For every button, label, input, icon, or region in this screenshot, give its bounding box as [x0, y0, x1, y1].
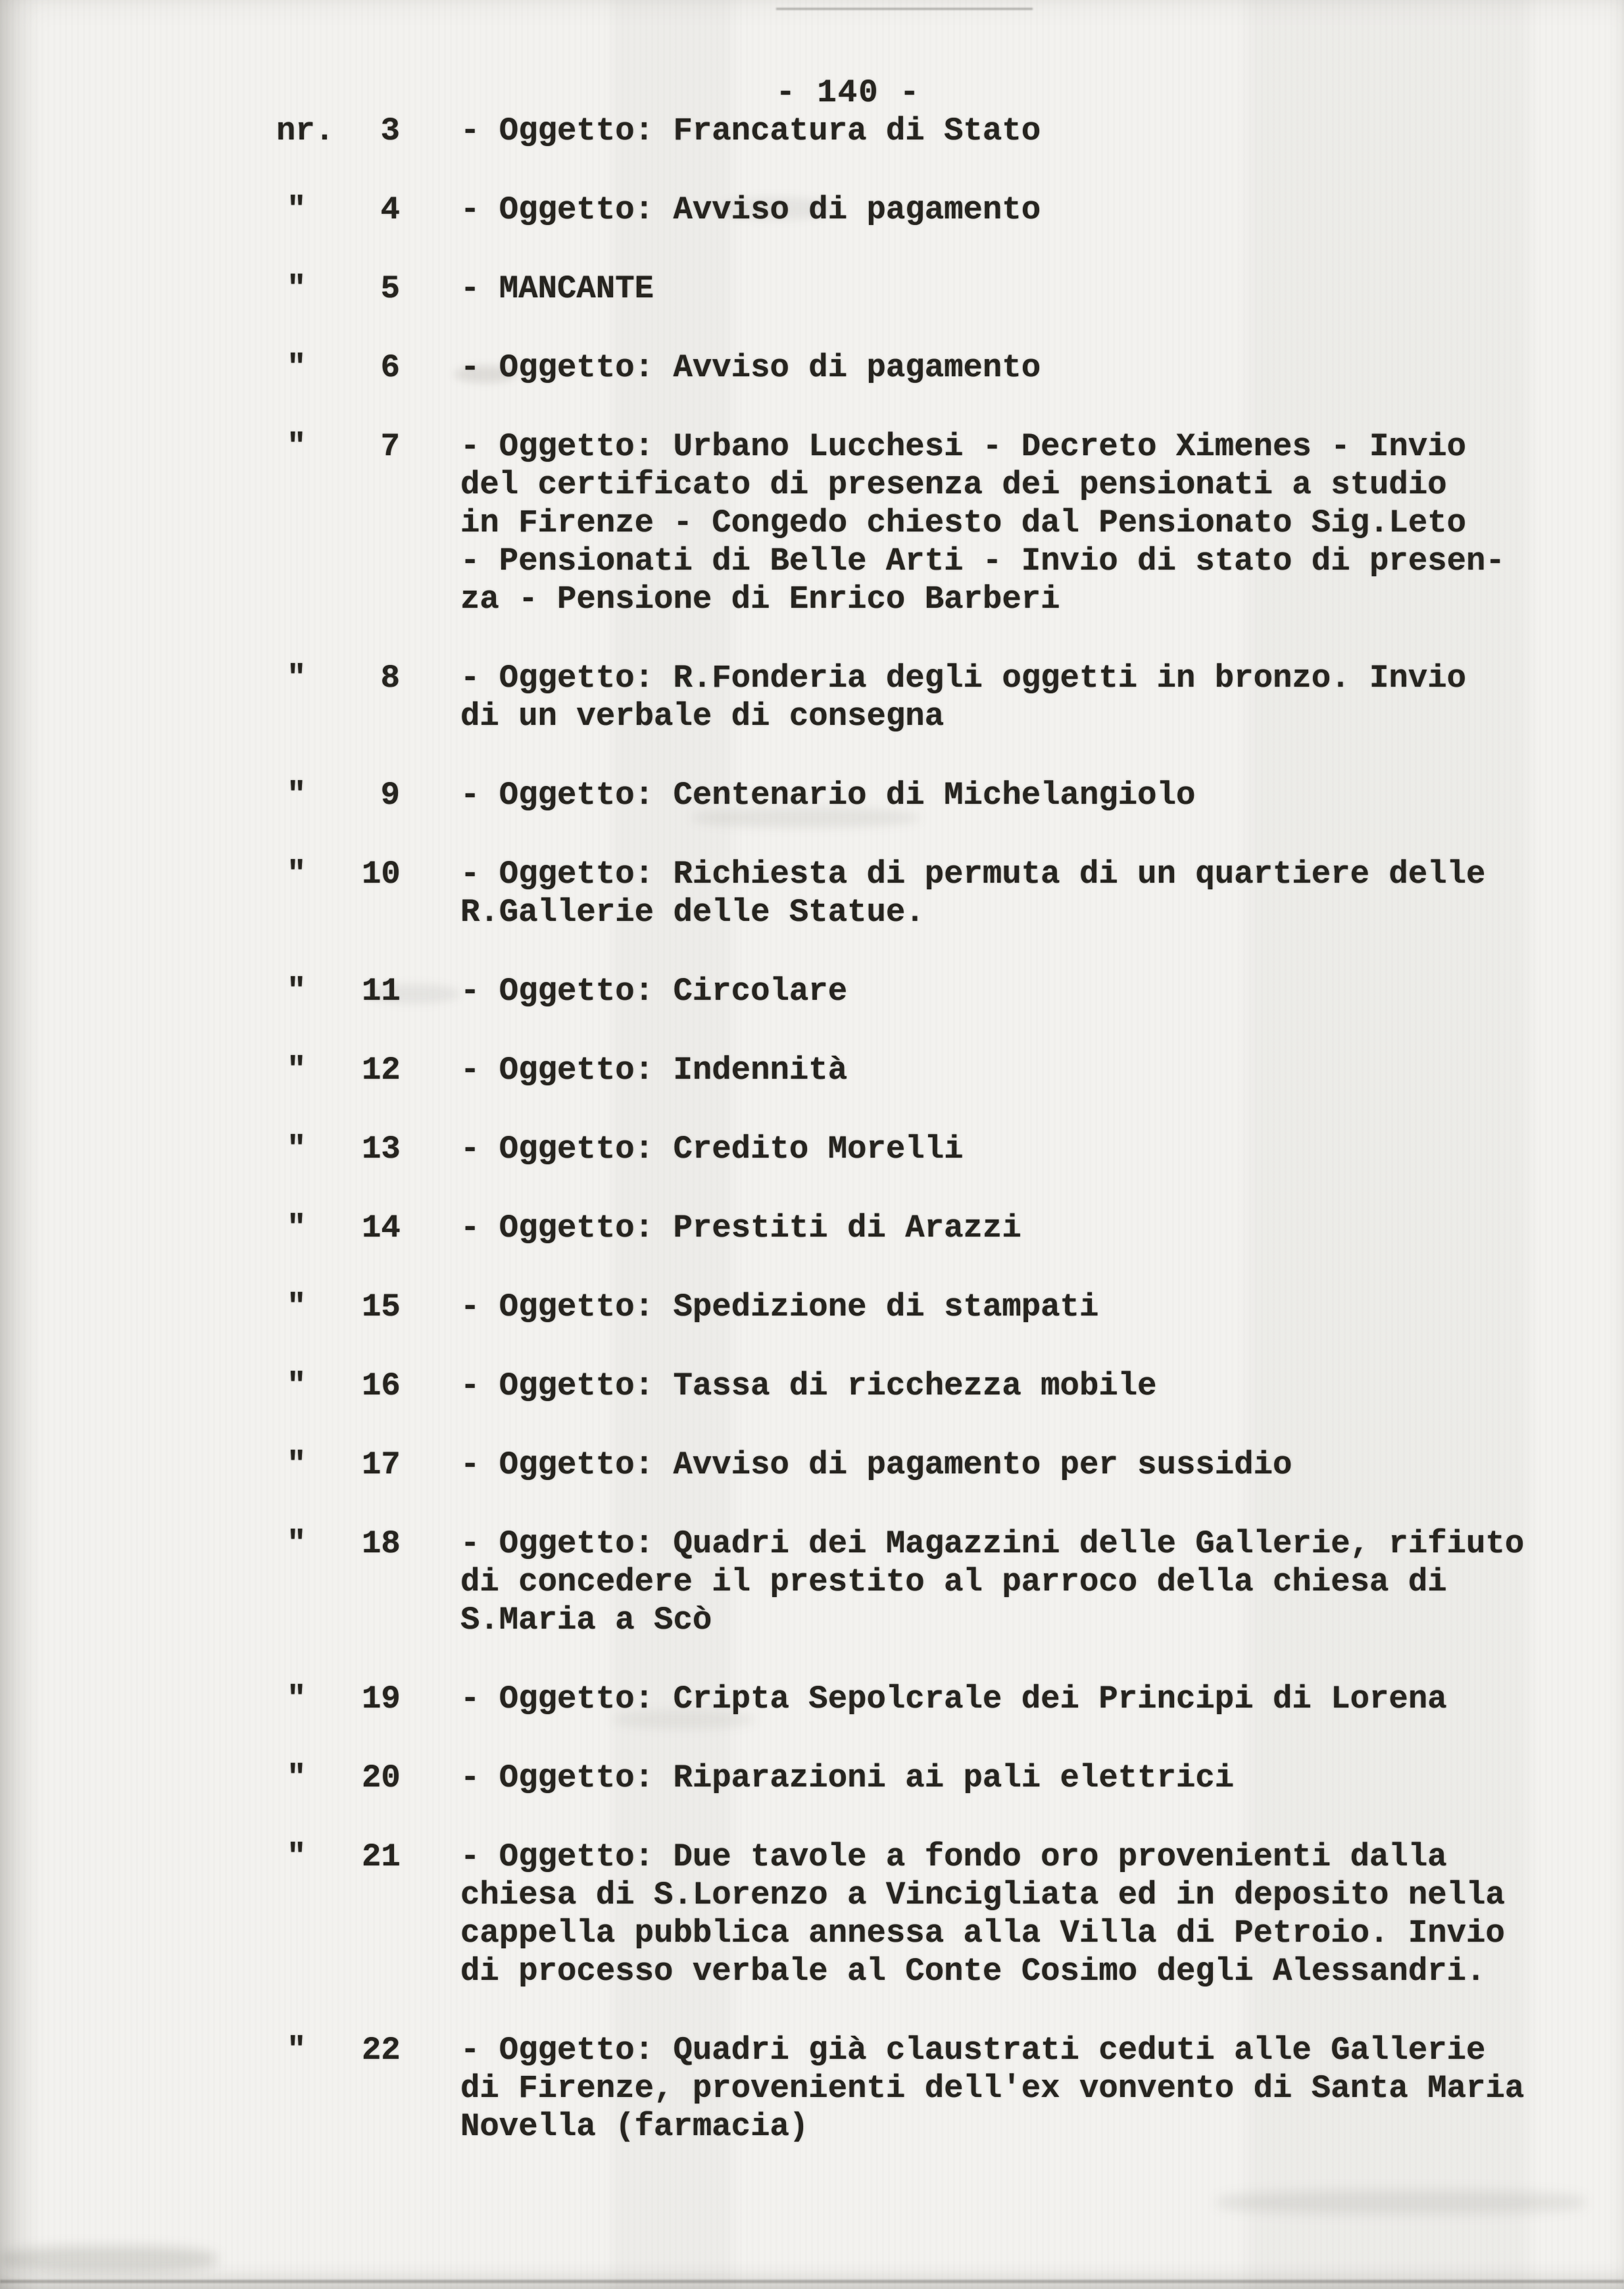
entry-text: [460, 1446, 1292, 1484]
entry-number: 20: [362, 1760, 401, 1796]
entry-text: [460, 1525, 1524, 1639]
entry-number: 5: [380, 270, 400, 307]
entry-line: - Oggetto: Tassa di ricchezza mobile: [460, 1367, 1157, 1404]
entry-text: [460, 1838, 1505, 1990]
entry-row: [0, 1209, 1624, 1247]
scan-smudge: [0, 2246, 217, 2273]
entry-text: [460, 1051, 847, 1089]
entry-number: 9: [380, 777, 400, 814]
entry-text: [460, 112, 1041, 150]
entry-marker: ": [287, 1760, 307, 1796]
entry-line: - Oggetto: Avviso di pagamento: [460, 191, 1041, 228]
entry-line: - MANCANTE: [460, 270, 654, 307]
page-number: - 140 -: [775, 74, 921, 111]
entry-line: - Oggetto: Circolare: [460, 973, 848, 1010]
entry-number: 14: [362, 1210, 401, 1246]
entry-row: [0, 1051, 1624, 1089]
entry-line: - Oggetto: Richiesta di permuta di un quartiere delle: [460, 856, 1486, 893]
entry-row: [0, 2031, 1624, 2146]
entry-line: di un verbale di consegna: [460, 698, 945, 735]
entry-marker: ": [287, 1131, 307, 1168]
entry-number: 12: [362, 1052, 401, 1089]
entry-line: - Oggetto: Cripta Sepolcrale dei Principi di Lorena: [460, 1681, 1447, 1717]
entry-number: 15: [362, 1289, 401, 1325]
entry-text: [460, 2031, 1524, 2146]
entry-row: [0, 1130, 1624, 1168]
entry-marker: ": [287, 428, 307, 465]
entry-line: cappella pubblica annessa alla Villa di Petroio. Invio: [460, 1915, 1505, 1952]
entry-marker: ": [287, 1052, 307, 1089]
entry-marker: ": [287, 349, 307, 386]
entry-row: [0, 855, 1624, 931]
entry-line: - Oggetto: Avviso di pagamento: [460, 349, 1041, 386]
entry-row: [0, 270, 1624, 308]
entry-line: - Oggetto: Quadri dei Magazzini delle Gallerie, rifiuto: [460, 1525, 1525, 1562]
entry-marker: ": [287, 191, 307, 228]
entry-row: [0, 972, 1624, 1010]
scan-smudge: [1217, 2190, 1585, 2214]
entry-list: [0, 112, 1624, 2146]
entry-number: 6: [380, 349, 400, 386]
entry-text: [460, 191, 1041, 229]
entry-line: - Oggetto: Riparazioni ai pali elettrici: [460, 1760, 1235, 1796]
entry-number: 7: [380, 428, 400, 465]
entry-marker: ": [287, 777, 307, 814]
entry-marker: ": [287, 1367, 307, 1404]
entry-marker: ": [287, 856, 307, 893]
entry-row: [0, 1838, 1624, 1990]
entry-number: 10: [362, 856, 401, 893]
entry-number: 21: [362, 1838, 401, 1875]
entry-text: [460, 776, 1195, 814]
entry-text: [460, 972, 847, 1010]
entry-number: 16: [362, 1367, 401, 1404]
entry-marker: ": [287, 2032, 307, 2069]
entry-line: - Oggetto: Centenario di Michelangiolo: [460, 777, 1196, 814]
entry-number: 11: [362, 973, 401, 1010]
entry-text: [460, 1680, 1447, 1718]
entry-marker: ": [287, 1210, 307, 1246]
entry-line: - Oggetto: R.Fonderia degli oggetti in bronzo. Invio: [460, 660, 1467, 697]
entry-row: [0, 112, 1624, 150]
entry-line: - Oggetto: Due tavole a fondo oro provenienti dalla: [460, 1838, 1447, 1875]
entry-text: [460, 855, 1485, 931]
entry-text: [460, 1130, 964, 1168]
entry-text: [460, 1288, 1098, 1326]
entry-line: - Oggetto: Urbano Lucchesi - Decreto Ximenes - Invio: [460, 428, 1467, 465]
entry-line: - Pensionati di Belle Arti - Invio di stato di presen-: [460, 543, 1505, 579]
entry-line: - Oggetto: Spedizione di stampati: [460, 1289, 1099, 1325]
entry-row: [0, 349, 1624, 387]
entry-line: di Firenze, provenienti dell'ex vonvento di Santa Maria: [460, 2070, 1525, 2107]
entry-row: [0, 1759, 1624, 1797]
entry-line: - Oggetto: Credito Morelli: [460, 1131, 964, 1168]
entry-line: za - Pensione di Enrico Barberi: [460, 581, 1060, 618]
entry-marker: ": [287, 1525, 307, 1562]
entry-row: [0, 1288, 1624, 1326]
entry-number: 19: [362, 1681, 401, 1717]
entry-line: - Oggetto: Indennità: [460, 1052, 848, 1089]
entry-line: S.Maria a Scò: [460, 1602, 712, 1638]
entry-marker: ": [287, 973, 307, 1010]
entry-text: [460, 1367, 1157, 1405]
entry-line: chiesa di S.Lorenzo a Vincigliata ed in deposito nella: [460, 1877, 1505, 1913]
entry-marker: ": [287, 660, 307, 697]
entry-row: [0, 1446, 1624, 1484]
entry-text: [460, 270, 654, 308]
entry-marker: ": [287, 1289, 307, 1325]
scan-page-edge: [0, 2280, 1624, 2283]
entry-number: 13: [362, 1131, 401, 1168]
entry-line: R.Gallerie delle Statue.: [460, 894, 925, 931]
entry-marker: ": [287, 1838, 307, 1875]
entry-line: - Oggetto: Francatura di Stato: [460, 112, 1041, 149]
entry-number: 18: [362, 1525, 401, 1562]
entry-row: [0, 1525, 1624, 1639]
entry-row: [0, 1680, 1624, 1718]
entry-number: 4: [380, 191, 400, 228]
entry-text: [460, 659, 1466, 735]
entry-line: - Oggetto: Quadri già claustrati ceduti alle Gallerie: [460, 2032, 1486, 2069]
entry-marker: nr.: [276, 112, 335, 149]
entry-line: di concedere il prestito al parroco della chiesa di: [460, 1563, 1447, 1600]
entry-line: - Oggetto: Prestiti di Arazzi: [460, 1210, 1021, 1246]
entry-marker: ": [287, 1446, 307, 1483]
entry-number: 3: [380, 112, 400, 149]
entry-line: - Oggetto: Avviso di pagamento per sussidio: [460, 1446, 1292, 1483]
entry-marker: ": [287, 270, 307, 307]
entry-text: [460, 349, 1041, 387]
entry-text: [460, 428, 1505, 618]
entry-number: 17: [362, 1446, 401, 1483]
entry-line: in Firenze - Congedo chiesto dal Pensionato Sig.Leto: [460, 505, 1467, 541]
entry-text: [460, 1759, 1234, 1797]
entry-number: 8: [380, 660, 400, 697]
entry-line: Novella (farmacia): [460, 2108, 809, 2145]
entry-number: 22: [362, 2032, 401, 2069]
entry-marker: ": [287, 1681, 307, 1717]
entry-row: [0, 659, 1624, 735]
entry-line: di processo verbale al Conte Cosimo degli Alessandri.: [460, 1953, 1486, 1990]
entry-text: [460, 1209, 1021, 1247]
entry-line: del certificato di presenza dei pensionati a studio: [460, 466, 1447, 503]
entry-row: [0, 191, 1624, 229]
entry-row: [0, 1367, 1624, 1405]
entry-row: [0, 428, 1624, 618]
entry-row: [0, 776, 1624, 814]
